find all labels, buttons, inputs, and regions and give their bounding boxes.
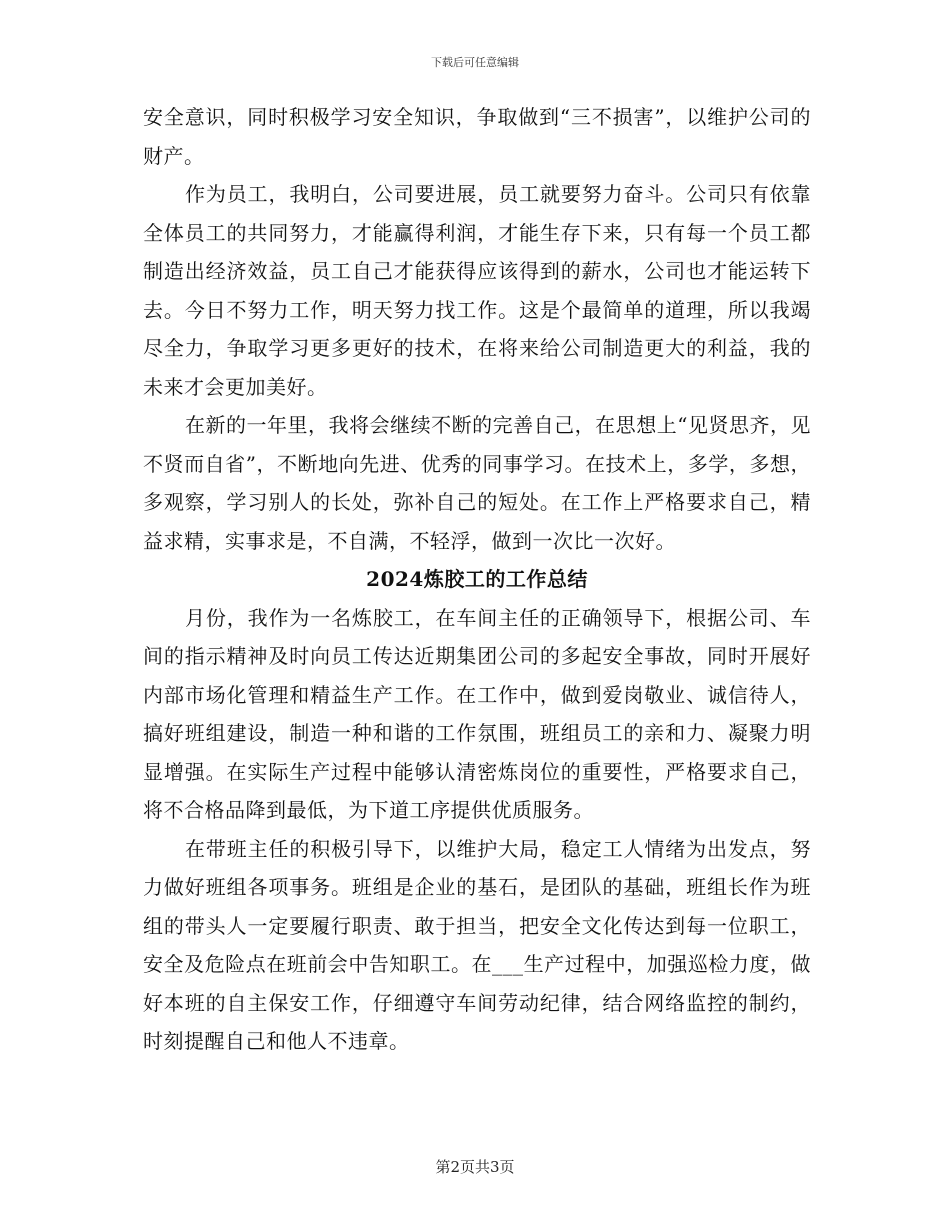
paragraph-continuation: 安全意识，同时积极学习安全知识，争取做到“三不损害”，以维护公司的财产。 <box>143 105 811 168</box>
paragraph-new-year-goals: 在新的一年里，我将会继续不断的完善自己，在思想上“见贤思齐，见不贤而自省”，不断地向先进、优秀的同事学习。在技术上，多学，多想，多观察，学习别人的长处，弥补自己的短处。在工作上严格要求自己，精益求精，实事求是，不自满，不轻浮，做到一次比一次好。 <box>143 413 811 553</box>
paragraph-monthly-work: 月份，我作为一名炼胶工，在车间主任的正确领导下，根据公司、车间的指示精神及时向员工传达近期集团公司的多起安全事故，同时开展好内部市场化管理和精益生产工作。在工作中，做到爱岗敬业、诚信待人，搞好班组建设，制造一种和谐的工作氛围，班组员工的亲和力、凝聚力明显增强。在实际生产过程中能够认清密炼岗位的重要性，严格要求自己，将不合格品降到最低，为下道工序提供优质服务。 <box>143 605 811 822</box>
paragraph-team-management: 在带班主任的积极引导下，以维护大局，稳定工人情绪为出发点，努力做好班组各项事务。班组是企业的基石，是团队的基础，班组长作为班组的带头人一定要履行职责、敢于担当，把安全文化传达到每一位职工，安全及危险点在班前会中告知职工。在___生产过程中，加强巡检力度，做好本班的自主保安工作，仔细遵守车间劳动纪律，结合网络监控的制约，时刻提醒自己和他人不违章。 <box>143 836 811 1053</box>
document-body <box>143 98 811 1061</box>
paragraph-employee-effort: 作为员工，我明白，公司要进展，员工就要努力奋斗。公司只有依靠全体员工的共同努力，才能赢得利润，才能生存下来，只有每一个员工都制造出经济效益，员工自己才能获得应该得到的薪水，公司也才能运转下去。今日不努力工作，明天努力找工作。这是个最简单的道理，所以我竭尽全力，争取学习更多更好的技术，在将来给公司制造更大的利益，我的未来才会更加美好。 <box>143 182 811 399</box>
section-title: 2024炼胶工的工作总结 <box>366 567 588 591</box>
page-header: 下载后可任意编辑 <box>431 56 519 69</box>
page-number: 第2页共3页 <box>435 1158 515 1176</box>
